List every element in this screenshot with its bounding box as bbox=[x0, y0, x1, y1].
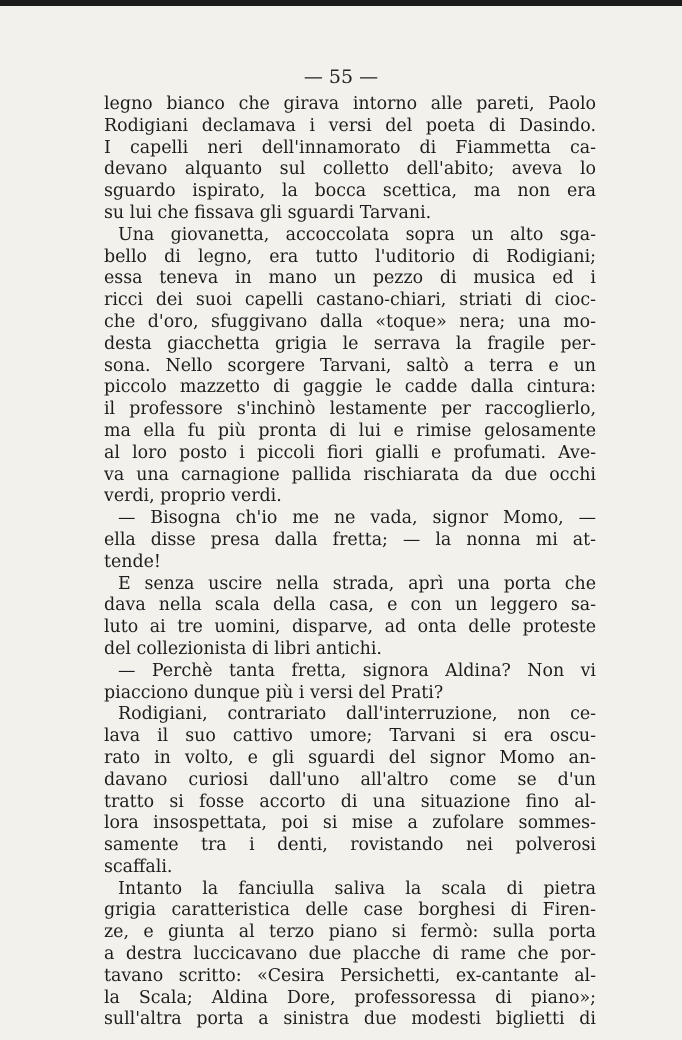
text-line: grigia caratteristica delle case borghesi di Firen- bbox=[104, 900, 596, 921]
text-line: del collezionista di libri antichi. bbox=[104, 638, 382, 659]
text-line: piacciono dunque più i versi del Prati? bbox=[104, 682, 444, 703]
text-line: lora insospettata, poi si mise a zufolare sommes- bbox=[104, 813, 596, 834]
text-line: legno bianco che girava intorno alle pareti, Paolo bbox=[104, 94, 596, 114]
text-line: scaffali. bbox=[104, 856, 173, 877]
text-line: ricci dei suoi capelli castano-chiari, striati di cioc- bbox=[104, 290, 596, 311]
text-line: tavano scritto: «Cesira Persichetti, ex-cantante al- bbox=[104, 965, 596, 986]
text-line: essa teneva in mano un pezzo di musica ed i bbox=[104, 268, 596, 289]
text-line: E senza uscire nella strada, aprì una porta che bbox=[118, 573, 596, 594]
text-line: sona. Nello scorgere Tarvani, saltò a terra e un bbox=[104, 355, 596, 376]
text-line: ella disse presa dalla fretta; — la nonna mi at- bbox=[104, 529, 596, 550]
text-line: Rodigiani declamava i versi del poeta di Dasindo. bbox=[104, 115, 596, 136]
text-line: il professore s'inchinò lestamente per raccoglierlo, bbox=[104, 399, 596, 420]
text-line: tratto si fosse accorto di una situazione fino al- bbox=[104, 791, 596, 812]
text-line: ma ella fu più pronta di lui e rimise gelosamente bbox=[104, 420, 596, 441]
text-line: dava nella scala della casa, e con un leggero sa- bbox=[104, 595, 596, 616]
text-line: su lui che fissava gli sguardi Tarvani. bbox=[104, 202, 432, 223]
text-line: bello di legno, era tutto l'uditorio di Rodigiani; bbox=[104, 246, 596, 267]
text-line: Intanto la fanciulla saliva la scala di pietra bbox=[118, 878, 596, 899]
text-line: rato in volto, e gli sguardi del signor Momo an- bbox=[104, 747, 596, 768]
text-line: piccolo mazzetto di gaggie le cadde dalla cintura: bbox=[104, 377, 596, 398]
page-number: — 55 — bbox=[303, 66, 379, 88]
text-line: luto ai tre uomini, disparve, ad onta delle proteste bbox=[104, 617, 596, 638]
text-line: davano curiosi dall'uno all'altro come se d'un bbox=[104, 769, 596, 790]
text-line: va una carnagione pallida rischiarata da due occhi bbox=[104, 464, 596, 485]
text-line: I capelli neri dell'innamorato di Fiammetta ca- bbox=[104, 137, 596, 158]
text-line: al loro posto i piccoli fiori gialli e profumati. Ave- bbox=[104, 442, 596, 463]
text-line: samente tra i denti, rovistando nei polverosi bbox=[104, 835, 596, 856]
text-line: — Bisogna ch'io me ne vada, signor Momo, — bbox=[118, 508, 596, 529]
text-line: che d'oro, sfuggivano dalla «toque» nera; una mo- bbox=[104, 311, 596, 332]
text-line: Una giovanetta, accoccolata sopra un alto sga- bbox=[118, 224, 596, 245]
text-line: desta giacchetta grigia le serrava la fragile per- bbox=[104, 333, 596, 354]
text-line: sull'altra porta a sinistra due modesti biglietti di bbox=[104, 1009, 596, 1030]
text-line: devano alquanto sul colletto dell'abito; aveva lo bbox=[104, 159, 596, 180]
text-line: — Perchè tanta fretta, signora Aldina? Non vi bbox=[118, 660, 596, 681]
text-line: ze, e giunta al terzo piano si fermò: sulla porta bbox=[104, 922, 596, 943]
text-line: tende! bbox=[104, 551, 161, 572]
text-line: a destra luccicavano due placche di rame che por- bbox=[104, 944, 596, 965]
text-line: lava il suo cattivo umore; Tarvani si era oscu- bbox=[104, 726, 596, 747]
text-line: Rodigiani, contrariato dall'interruzione, non ce- bbox=[118, 704, 596, 725]
text-line: verdi, proprio verdi. bbox=[104, 486, 282, 507]
text-line: sguardo ispirato, la bocca scettica, ma non era bbox=[104, 181, 596, 202]
body-text bbox=[104, 94, 596, 1031]
text-line: la Scala; Aldina Dore, professoressa di piano»; bbox=[104, 987, 596, 1008]
